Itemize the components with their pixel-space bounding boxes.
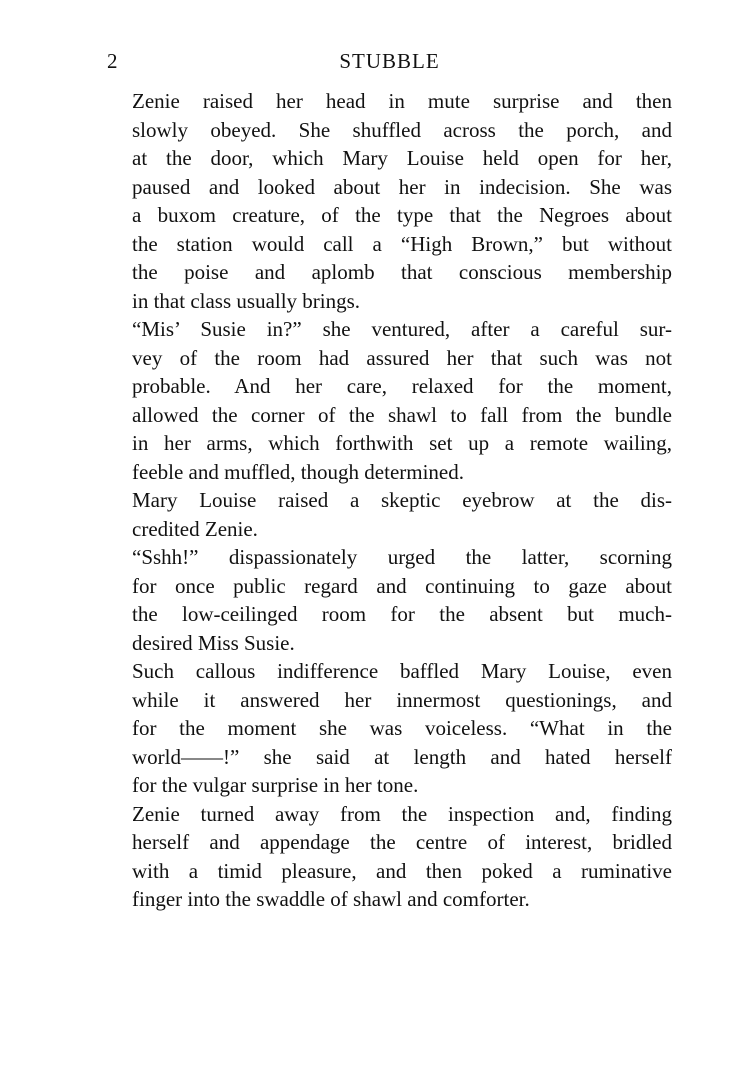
text-line: for once public regard and continuing to gaze about bbox=[132, 573, 672, 598]
text-line: credited Zenie. bbox=[132, 516, 258, 541]
text-line: allowed the corner of the shawl to fall from the bundle bbox=[132, 402, 672, 427]
text-line: Mary Louise raised a skeptic eyebrow at the dis- bbox=[132, 488, 672, 512]
text-line: Zenie turned away from the inspection and, finding bbox=[132, 801, 672, 826]
text-line: in that class usually brings. bbox=[132, 288, 361, 313]
text-line: “Mis’ Susie in?” she ventured, after a careful sur- bbox=[132, 317, 672, 341]
text-line: while it answered her innermost questionings, and bbox=[132, 687, 672, 712]
paragraph bbox=[107, 657, 672, 800]
paragraph bbox=[107, 315, 672, 486]
paragraph bbox=[107, 543, 672, 657]
text-line: with a timid pleasure, and then poked a ruminative bbox=[132, 858, 672, 883]
text-line: Such callous indifference baffled Mary Louise, even bbox=[132, 659, 672, 683]
page-header bbox=[107, 45, 672, 77]
text-line: feeble and muffled, though determined. bbox=[132, 459, 465, 484]
text-line: for the moment she was voiceless. “What in the bbox=[132, 716, 672, 740]
text-line: world——!” she said at length and hated herself bbox=[132, 744, 672, 769]
text-line: herself and appendage the centre of interest, bridled bbox=[132, 830, 672, 854]
text-line: the poise and aplomb that conscious membership bbox=[132, 260, 672, 284]
running-title: STUBBLE bbox=[339, 49, 440, 73]
paragraph bbox=[107, 486, 672, 543]
text-line: the low-ceilinged room for the absent but much- bbox=[132, 602, 672, 626]
text-line: probable. And her care, relaxed for the moment, bbox=[132, 374, 672, 398]
text-line: slowly obeyed. She shuffled across the porch, and bbox=[132, 117, 672, 142]
text-line: a buxom creature, of the type that the Negroes about bbox=[132, 203, 672, 227]
page-number: 2 bbox=[107, 49, 118, 73]
text-line: paused and looked about her in indecision. She was bbox=[132, 174, 672, 199]
body-text bbox=[107, 87, 672, 914]
paragraph bbox=[107, 800, 672, 914]
text-line: Zenie raised her head in mute surprise and then bbox=[132, 89, 672, 113]
text-line: at the door, which Mary Louise held open for her, bbox=[132, 146, 672, 170]
paragraph bbox=[107, 87, 672, 315]
text-line: desired Miss Susie. bbox=[132, 630, 295, 655]
text-line: finger into the swaddle of shawl and comforter. bbox=[132, 887, 530, 911]
text-line: “Sshh!” dispassionately urged the latter, scorning bbox=[132, 545, 672, 569]
text-line: for the vulgar surprise in her tone. bbox=[132, 773, 419, 797]
text-line: the station would call a “High Brown,” but without bbox=[132, 231, 672, 256]
text-line: in her arms, which forthwith set up a remote wailing, bbox=[132, 431, 672, 455]
text-line: vey of the room had assured her that such was not bbox=[132, 345, 672, 370]
